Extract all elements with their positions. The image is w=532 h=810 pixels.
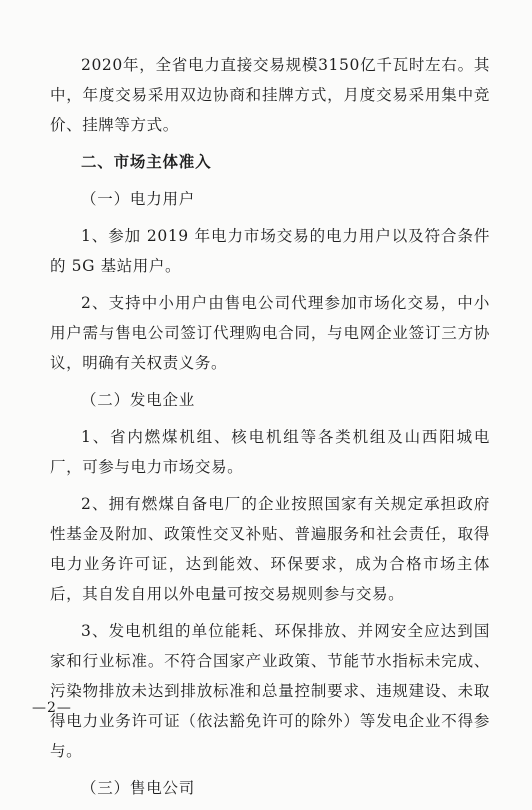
- paragraph-users-item-1: 1、参加 2019 年电力市场交易的电力用户以及符合条件的 5G 基站用户。: [50, 227, 490, 275]
- subsection-heading-generators: （二）发电企业: [81, 391, 196, 409]
- section-heading-market-access: 二、市场主体准入: [81, 152, 212, 171]
- paragraph-generators-item-3: 3、发电机组的单位能耗、环保排放、并网安全应达到国家和行业标准。不符合国家产业政策、节能节水指标未完成、污染物排放未达到排放标准和总量控制要求、违规建设、未取得电力业务许可证（依法豁免许可的除外）等发电企业不得参与。: [50, 622, 490, 760]
- subsection-heading-retailers: （三）售电公司: [81, 779, 196, 797]
- paragraph-generators-item-2: 2、拥有燃煤自备电厂的企业按照国家有关规定承担政府性基金及附加、政策性交叉补贴、普遍服务和社会责任，取得电力业务许可证，达到能效、环保要求，成为合格市场主体后，其自发自用以外电量可按交易规则参与交易。: [50, 495, 490, 603]
- paragraph-generators-item-1: 1、省内燃煤机组、核电机组等各类机组及山西阳城电厂，可参与电力市场交易。: [50, 428, 490, 476]
- page-number: —2—: [32, 700, 72, 716]
- paragraph-trade-scale: 2020年，全省电力直接交易规模3150亿千瓦时左右。其中，年度交易采用双边协商和挂牌方式，月度交易采用集中竞价、挂牌等方式。: [50, 56, 490, 134]
- subsection-heading-power-users: （一）电力用户: [81, 190, 196, 208]
- document-body: [50, 50, 490, 810]
- paragraph-users-item-2: 2、支持中小用户由售电公司代理参加市场化交易，中小用户需与售电公司签订代理购电合同，与电网企业签订三方协议，明确有关权责义务。: [50, 294, 490, 372]
